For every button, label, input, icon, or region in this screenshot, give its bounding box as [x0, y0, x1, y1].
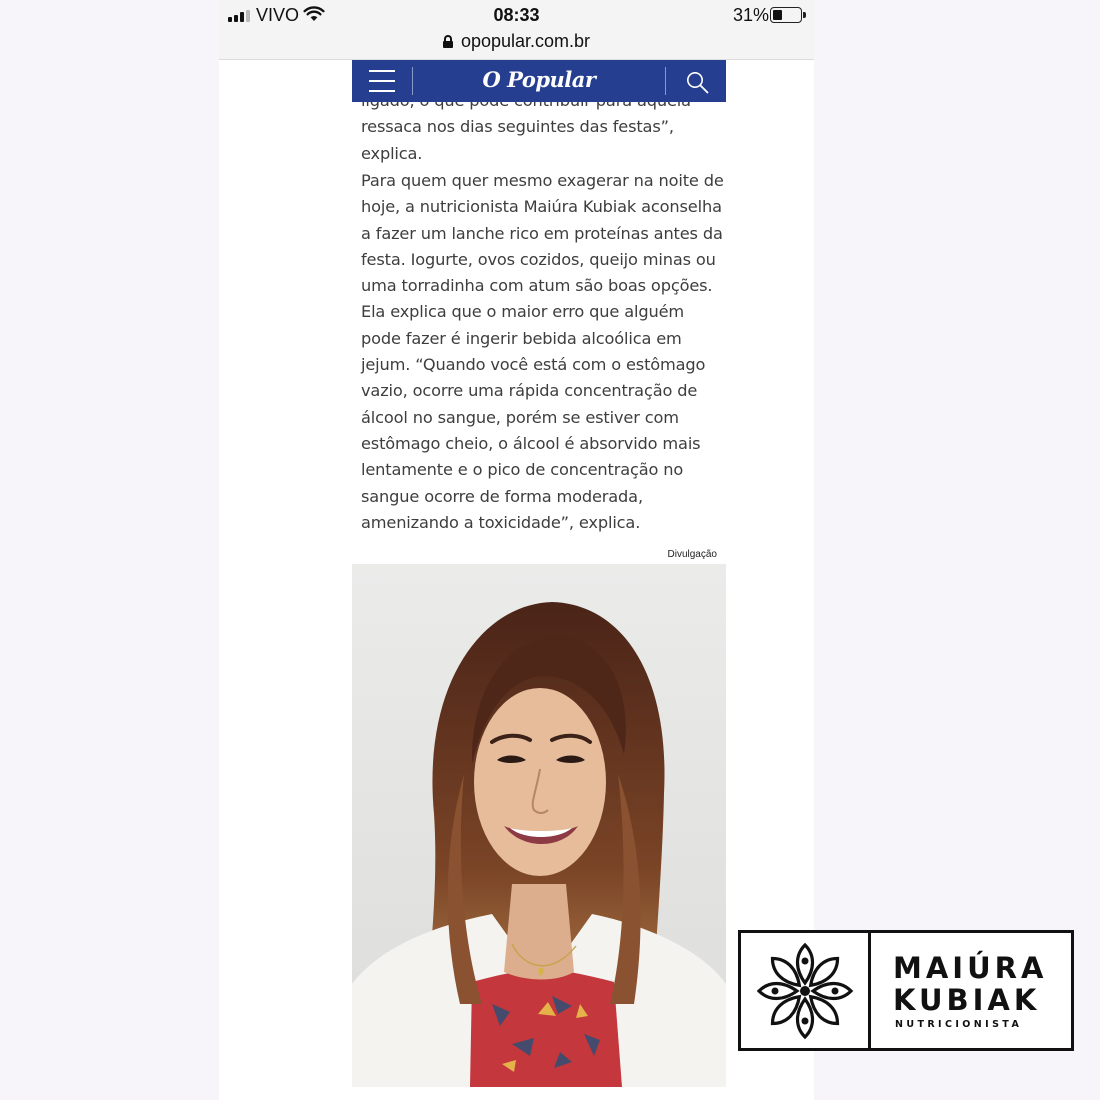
photo-credit: Divulgação	[667, 549, 717, 560]
site-header	[352, 60, 726, 102]
battery-icon	[770, 7, 802, 23]
menu-icon[interactable]	[369, 70, 395, 92]
carrier-name: VIVO	[256, 5, 300, 25]
url-text: opopular.com.br	[460, 31, 591, 51]
search-icon[interactable]	[685, 70, 709, 94]
portrait-illustration	[352, 564, 726, 1087]
article-paragraph: Para quem quer mesmo exagerar na noite de hoje, a nutricionista Maiúra Kubiak aconselha a fazer um lanche rico em proteínas antes da festa. Iogurte, ovos cozidos, queijo minas ou uma torradinha com atum são boas opções. Ela explica que o maior erro que alguém pode fazer é ingerir bebida alcoólica em jejum. “Quando você está com o estômago vazio, ocorre uma rápida concentração de álcool no sangue, porém se estiver com estômago cheio, o álcool é absorvido mais lentamente e o pico de concentração no sangue ocorre de forma moderada, amenizando a toxicidade”, explica.	[361, 171, 724, 532]
lock-icon	[443, 35, 453, 48]
battery-percentage: 31%	[733, 5, 770, 25]
status-bar	[219, 0, 814, 30]
site-logo[interactable]: O Popular	[482, 67, 596, 92]
brand-name-line1: MAIÚRA	[893, 951, 1048, 985]
article-photo[interactable]	[352, 564, 726, 1087]
article-paragraph-previous: ressaca nos dias seguintes das festas”, explica.	[361, 117, 674, 163]
phone-screen	[219, 0, 814, 1100]
brand-logo	[738, 930, 1074, 1051]
flower-icon	[755, 941, 855, 1041]
address-bar[interactable]	[219, 30, 814, 60]
brand-name-line2: KUBIAK	[893, 983, 1041, 1017]
brand-divider	[868, 933, 871, 1048]
brand-subtitle: NUTRICIONISTA	[895, 1019, 1023, 1030]
clock: 08:33	[493, 5, 540, 25]
header-divider-left	[412, 67, 413, 95]
header-divider-right	[665, 67, 666, 95]
